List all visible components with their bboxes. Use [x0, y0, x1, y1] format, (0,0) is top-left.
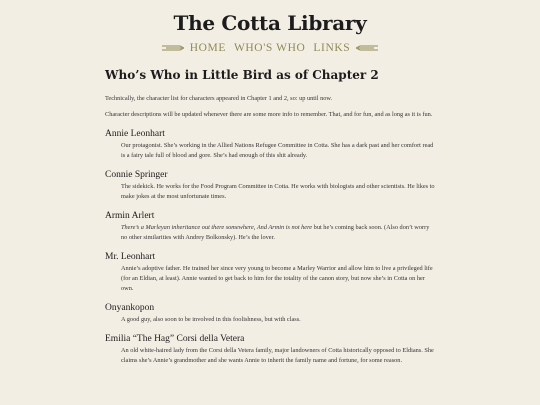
- nav-home-link[interactable]: HOME: [189, 42, 226, 54]
- nav-whos-who-link[interactable]: WHO'S WHO: [233, 42, 306, 54]
- character-description: The sidekick. He works for the Food Program Committee in Cotta. He works with biologists and other scientists. He likes to make jokes at the most unfortunate times.: [121, 183, 435, 200]
- character-description: Annie’s adoptive father. He trained her since very young to become a Marley Warrior and allow him to live a privileged life (for an Eldian, at least). Annie wanted to get back to him for the totality of the canon story, but now she’s in Cotta on her own.: [121, 265, 433, 292]
- main-nav: [0, 42, 540, 54]
- character-name: Armin Arlert: [105, 211, 155, 221]
- character-name: Annie Leonhart: [105, 129, 165, 139]
- site-title[interactable]: The Cotta Library: [173, 11, 367, 35]
- character-entry: [105, 170, 435, 202]
- character-description-rest: but he’s coming back soon. (Also don’t worry no other similarities with Andrey Bolkonsky). He’s the lover.: [121, 224, 430, 241]
- character-entry: [105, 334, 435, 366]
- main-content: [105, 68, 435, 366]
- character-name: Emilia “The Hag” Corsi della Vetera: [105, 334, 245, 344]
- character-name: Onyankopon: [105, 303, 155, 313]
- character-description-italic: There’s a Marleyan inheritance out there somewhere, And Armin is not here: [121, 224, 313, 231]
- character-entry: [105, 252, 435, 294]
- character-entry: [105, 211, 435, 243]
- flourish-right-icon: [356, 44, 378, 52]
- intro-paragraph-1: Technically, the character list for characters appeared in Chapter 1 and 2, so: up until now.: [105, 95, 333, 102]
- character-description: An old white-haired lady from the Corsi della Vetera family, major landowners of Cotta historically opposed to Eldians. She claims she’s Annie’s grandmother and she wants Annie to inherit the family name and fortune, for some reason.: [121, 347, 434, 364]
- character-name: Mr. Leonhart: [105, 252, 156, 262]
- character-description: A good guy, also soon to be involved in this foolishness, but with class.: [121, 316, 301, 323]
- character-entry: [105, 129, 435, 161]
- character-description: [121, 223, 435, 243]
- character-entry: [105, 303, 435, 325]
- nav-links-link[interactable]: LINKS: [313, 42, 351, 54]
- character-name: Connie Springer: [105, 170, 168, 180]
- character-description: Our protagonist. She’s working in the Allied Nations Refugee Committee in Cotta. She has a dark past and her comfort read is a fairy tale full of blood and gore. She’s had enough of this shit already.: [121, 142, 434, 159]
- flourish-left-icon: [162, 44, 184, 52]
- page-heading: Who’s Who in Little Bird as of Chapter 2: [105, 68, 379, 82]
- nav-links: [190, 42, 351, 54]
- intro-paragraph-2: Character descriptions will be updated whenever there are some more info to remember. That, and for fun, and as long as it is fun.: [105, 111, 433, 118]
